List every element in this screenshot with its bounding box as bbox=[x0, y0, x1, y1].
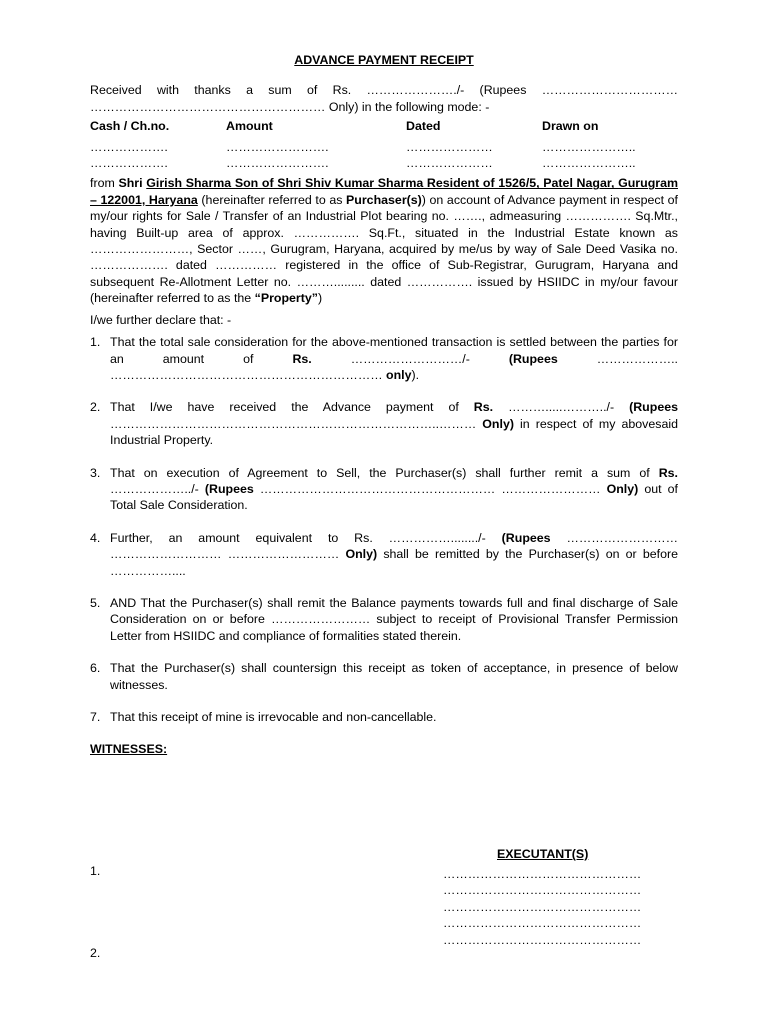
item-number: 3. bbox=[90, 465, 101, 480]
item-text: That the total sale consideration for the above-mentioned transaction is settled between the parties for an amount of Rs. ………………………/- (Rupees ……………….. ………………………………………………………… only). bbox=[110, 335, 678, 382]
table-cell: ………………….. bbox=[542, 139, 636, 154]
party-details: Girish Sharma Son of Shri Shiv Kumar Sharma Resident of 1526/5, Patel Nagar, Gurugram – 122001, Haryana bbox=[90, 176, 678, 207]
signature-line: ………………………………………… bbox=[443, 867, 642, 881]
header-dated: Dated bbox=[406, 119, 441, 134]
item-number: 1. bbox=[90, 335, 101, 350]
witnesses-heading: WITNESSES: bbox=[90, 742, 168, 757]
item-text: That on execution of Agreement to Sell, the Purchaser(s) shall further remit a sum of Rs. ………………../- (Rupees ………………………………………………… …………………… Only) out of Total Sale Consideration. bbox=[110, 465, 678, 513]
witness-1-label: 1. bbox=[90, 864, 101, 878]
intro-paragraph: Received with thanks a sum of Rs. …………………./- (Rupees …………………………… ………………………………………………… Only) in the following mode: - bbox=[90, 83, 678, 114]
from-text: from bbox=[90, 176, 115, 191]
from-paragraph bbox=[90, 175, 678, 306]
item-text: AND That the Purchaser(s) shall remit the Balance payments towards full and final discharge of Sale Consideration on or before …………………… subject to receipt of Provisional Transfer Permission Letter from HSIIDC and compliance of formalities stated therein. bbox=[110, 595, 678, 643]
list-item bbox=[90, 334, 678, 383]
witness-2-label: 2. bbox=[90, 946, 101, 960]
signature-line: ………………………………………… bbox=[443, 932, 642, 947]
table-cell: ………………. bbox=[90, 156, 168, 171]
signature-line: ………………………………………… bbox=[443, 916, 642, 931]
item-number: 4. bbox=[90, 530, 101, 545]
shri-label: Shri bbox=[118, 176, 143, 191]
payment-table-header bbox=[90, 118, 678, 134]
declaration-intro: I/we further declare that: - bbox=[90, 312, 232, 327]
table-row bbox=[90, 139, 678, 155]
executant-signature-lines bbox=[443, 866, 641, 948]
item-text: That the Purchaser(s) shall countersign this receipt as token of acceptance, in presence of below witnesses. bbox=[110, 661, 678, 692]
list-item bbox=[90, 399, 678, 448]
property-term: “Property” bbox=[254, 291, 318, 306]
from-text-2: ) on account of Advance payment in respect of my/our rights for Sale / Transfer of an Industrial Plot bearing no. ……., admeasuring ……………. Sq.Mtr., having Built-up area of approx. ……………. Sq.Ft., situated in the Industrial Estate known as ……………………, Sector ……, Gurugram, Haryana, acquired by me/us by way of Sale Deed Vasika no. ………………. dated …………… registered in the office of Sub-Registrar, Gurugram, Haryana and subsequent Re-Allotment Letter no. ………......... dated ……………. issued by HSIIDC in my/our favour (hereinafter referred to as the bbox=[90, 192, 678, 306]
purchaser-term: Purchaser(s) bbox=[346, 192, 422, 207]
item-text: That I/we have received the Advance payment of Rs. ……….....………../- (Rupees ……………………………………………………………………..……… Only) in respect of my abovesaid Industrial Property. bbox=[110, 400, 678, 448]
list-item bbox=[90, 660, 678, 693]
header-drawn-on: Drawn on bbox=[542, 119, 599, 134]
document-title: ADVANCE PAYMENT RECEIPT bbox=[294, 53, 474, 67]
table-cell: ………………… bbox=[406, 156, 493, 171]
item-number: 5. bbox=[90, 595, 101, 610]
header-cash-chno: Cash / Ch.no. bbox=[90, 119, 170, 134]
receipt-document bbox=[90, 52, 678, 758]
table-cell: ……………………. bbox=[226, 156, 329, 171]
table-cell: ………………. bbox=[90, 139, 168, 154]
declaration-list bbox=[90, 334, 678, 725]
signature-line: ………………………………………… bbox=[443, 899, 642, 914]
item-number: 2. bbox=[90, 400, 101, 415]
list-item bbox=[90, 465, 678, 514]
table-cell: ………………… bbox=[406, 139, 493, 154]
signature-line: ………………………………………… bbox=[443, 883, 642, 898]
executants-heading: EXECUTANT(S) bbox=[497, 847, 589, 861]
table-cell: ………………….. bbox=[542, 156, 636, 171]
table-cell: ……………………. bbox=[226, 139, 329, 154]
item-number: 7. bbox=[90, 710, 101, 724]
table-row bbox=[90, 155, 678, 171]
item-text: Further, an amount equivalent to Rs. ……………......../- (Rupees ……………………… ……………………… ……………………… Only) shall be remitted by the Purchaser(s) on or before …………….... bbox=[110, 530, 679, 578]
item-number: 6. bbox=[90, 661, 101, 676]
header-amount: Amount bbox=[226, 119, 273, 134]
from-text-3: ) bbox=[317, 291, 323, 306]
from-text-1: (hereinafter referred to as bbox=[201, 192, 343, 207]
list-item bbox=[90, 595, 678, 644]
list-item bbox=[90, 709, 678, 725]
item-text: That this receipt of mine is irrevocable and non-cancellable. bbox=[110, 710, 437, 724]
list-item bbox=[90, 530, 678, 579]
